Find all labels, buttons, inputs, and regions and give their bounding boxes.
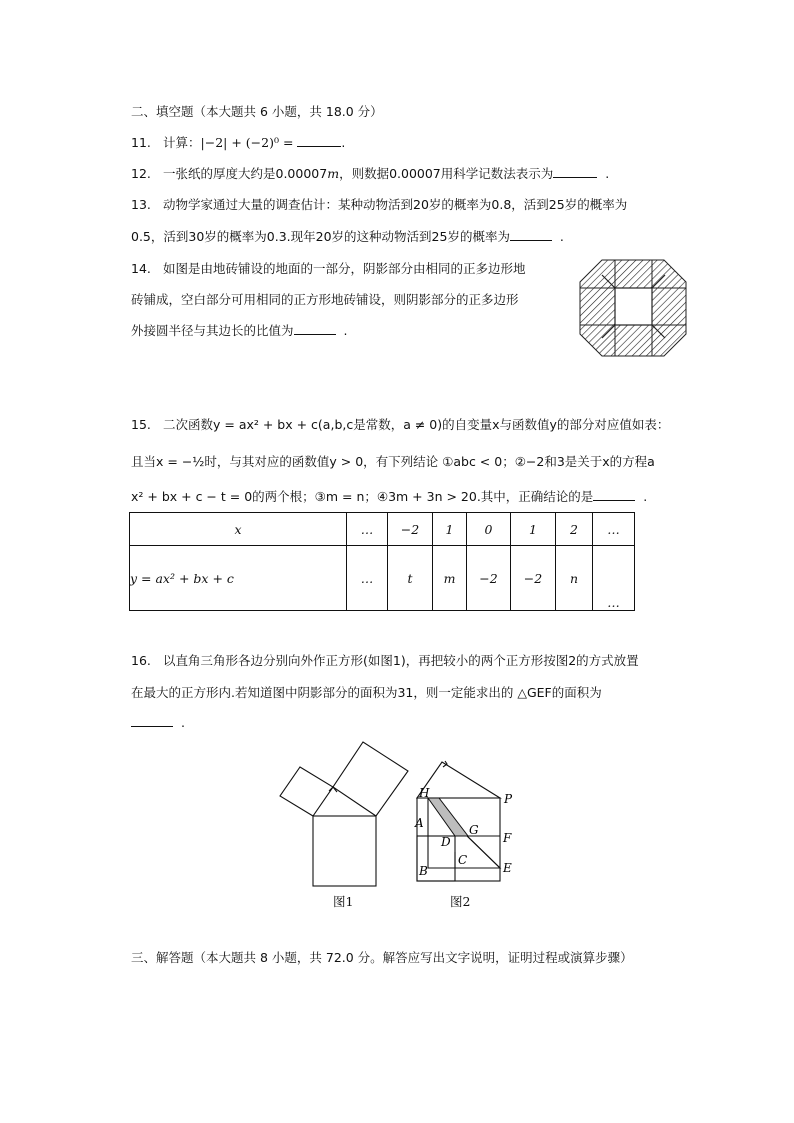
question-15-line1	[131, 416, 669, 434]
question-end: .	[643, 489, 648, 504]
unit-m: m	[327, 166, 340, 181]
question-text: 0.5，活到30岁的概率为0.3.现年20岁的这种动物活到25岁的概率为	[131, 229, 510, 244]
label-d: D	[441, 835, 451, 849]
question-number: 14.	[131, 261, 151, 276]
table-row	[130, 513, 635, 546]
label-f: F	[503, 831, 512, 845]
question-number: 13.	[131, 197, 151, 212]
question-number: 15.	[131, 417, 151, 432]
question-13-line1	[131, 196, 627, 214]
table-cell: 1	[433, 513, 467, 546]
label-p: P	[504, 792, 513, 806]
question-text-a: 一张纸的厚度大约是0.00007	[163, 166, 328, 181]
answer-blank[interactable]	[131, 714, 173, 727]
section-2-title: 二、填空题（本大题共 6 小题，共 18.0 分）	[131, 104, 383, 119]
question-end: .	[180, 715, 185, 730]
question-end: .	[341, 135, 346, 150]
answer-blank[interactable]	[510, 228, 552, 241]
answer-blank[interactable]	[593, 488, 635, 501]
question-16-line1	[131, 652, 639, 670]
expression: |−2| + (−2)⁰ =	[200, 135, 294, 150]
question-13-line2	[131, 228, 564, 246]
octagon-tiling-figure	[576, 256, 690, 360]
figure-1-pythagoras	[276, 736, 412, 888]
table-header-x: x	[130, 513, 347, 546]
table-cell: −2	[388, 513, 433, 546]
table-cell: −2	[467, 546, 511, 611]
question-text: x² + bx + c − t = 0的两个根；③m = n；④3m + 3n > 20.其中，正确结论的是	[131, 489, 594, 504]
table-cell: …	[593, 513, 635, 546]
question-16-line3	[131, 714, 185, 732]
table-cell: …	[593, 546, 635, 611]
label-a: A	[415, 816, 424, 830]
question-end: .	[343, 323, 348, 338]
value-table	[129, 512, 635, 611]
question-text: 计算：	[163, 135, 201, 150]
question-end: .	[559, 229, 564, 244]
table-cell: …	[347, 513, 388, 546]
answer-blank[interactable]	[294, 322, 336, 335]
answer-blank[interactable]	[553, 165, 597, 178]
question-14-line2: 砖铺成，空白部分可用相同的正方形地砖铺设，则阴影部分的正多边形	[131, 292, 519, 307]
question-14-line3	[131, 322, 347, 340]
figure-2-arrangement	[412, 756, 522, 886]
question-number: 16.	[131, 653, 151, 668]
question-end: .	[605, 166, 610, 181]
label-g: G	[469, 823, 479, 837]
figure-2-caption: 图2	[450, 894, 471, 909]
question-15-line2: 且当x = −½时，与其对应的函数值y > 0，有下列结论 ①abc < 0；②−2和3是关于x的方程a	[131, 454, 655, 469]
table-cell: 0	[467, 513, 511, 546]
label-b: B	[419, 864, 428, 878]
question-text: 以直角三角形各边分别向外作正方形(如图1)，再把较小的两个正方形按图2的方式放置	[163, 653, 639, 668]
label-c: C	[458, 853, 468, 867]
table-row	[130, 546, 635, 611]
table-cell: −2	[511, 546, 556, 611]
question-14-line1	[131, 260, 526, 278]
question-number: 12.	[131, 166, 151, 181]
answer-blank[interactable]	[297, 134, 341, 147]
question-text: 如图是由地砖铺设的地面的一部分，阴影部分由相同的正多边形地	[163, 261, 526, 276]
section-3-title: 三、解答题（本大题共 8 小题，共 72.0 分。解答应写出文字说明，证明过程或演算步骤）	[131, 950, 633, 965]
table-cell: n	[556, 546, 593, 611]
question-text: 二次函数y = ax² + bx + c(a,b,c是常数，a ≠ 0)的自变量x与函数值y的部分对应值如表：	[163, 417, 670, 432]
figure-1-caption: 图1	[333, 894, 354, 909]
table-cell: m	[433, 546, 467, 611]
table-cell: …	[347, 546, 388, 611]
question-number: 11.	[131, 135, 151, 150]
question-text: 外接圆半径与其边长的比值为	[131, 323, 294, 338]
question-16-line2: 在最大的正方形内.若知道图中阴影部分的面积为31，则一定能求出的 △GEF的面积为	[131, 685, 602, 700]
question-12	[131, 165, 609, 183]
question-11	[131, 134, 345, 152]
question-text: 动物学家通过大量的调查估计：某种动物活到20岁的概率为0.8，活到25岁的概率为	[163, 197, 628, 212]
table-cell: 2	[556, 513, 593, 546]
table-cell: t	[388, 546, 433, 611]
question-15-line3	[131, 488, 647, 506]
question-text-b: ，则数据0.00007用科学记数法表示为	[339, 166, 554, 181]
label-e: E	[503, 861, 512, 875]
table-header-y: y = ax² + bx + c	[130, 546, 347, 611]
table-cell: 1	[511, 513, 556, 546]
label-h: H	[419, 786, 430, 800]
